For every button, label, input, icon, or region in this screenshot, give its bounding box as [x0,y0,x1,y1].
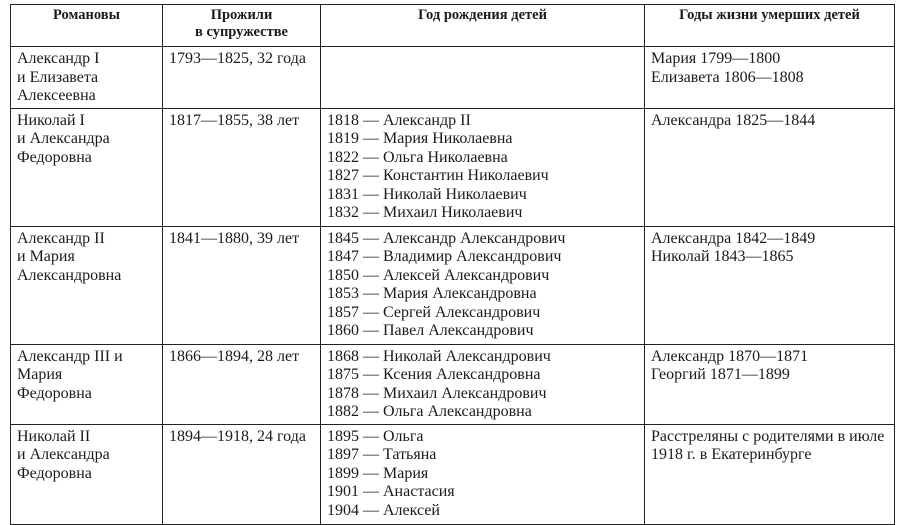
couple-cell [11,226,163,344]
header-romanovs: Романовы [11,5,163,47]
couple-line: и Александра [17,130,110,147]
child-entry: 1853 — Мария Александровна [327,285,537,302]
couple-line: Николай II [17,427,91,445]
marriage-cell: 1817—1855, 38 лет [163,108,321,226]
child-entry: 1819 — Мария Николаевна [327,130,513,147]
marriage-cell: 1866—1894, 28 лет [163,344,321,424]
child-entry: 1822 — Ольга Николаевна [327,148,508,166]
header-row [11,5,895,47]
children-cell [321,108,645,226]
header-marriage-line2: в супружестве [195,24,288,40]
child-entry: 1850 — Алексей Александрович [327,266,550,284]
child-entry: 1827 — Константин Николаевич [327,167,549,184]
table-row [11,226,895,344]
marriage-cell: 1793—1825, 32 года [163,47,321,109]
deceased-entry: Елизавета 1806—1808 [651,68,804,86]
couple-cell [11,47,163,109]
deceased-cell [645,424,895,524]
couple-line: и Александра [17,446,110,463]
child-entry: 1857 — Сергей Александрович [327,303,541,321]
romanov-family-table [10,4,895,525]
child-entry: 1845 — Александр Александрович [327,229,566,247]
child-entry: 1832 — Михаил Николаевич [327,204,523,221]
child-entry: 1818 — Александр II [327,111,471,129]
couple-cell [11,424,163,524]
child-entry: 1868 — Николай Александрович [327,347,551,365]
table-header [11,5,895,47]
children-cell [321,226,645,344]
child-entry: 1897 — Татьяна [327,446,437,463]
table-row [11,344,895,424]
deceased-entry: Александра 1825—1844 [651,111,816,129]
deceased-entry: Мария 1799—1800 [651,50,781,67]
couple-line: и Мария [17,248,75,265]
deceased-entry: Расстреляны с родителями в июле 1918 г. в Екатеринбурге [651,427,885,463]
header-deceased-children: Годы жизни умерших детей [645,5,895,47]
table-row [11,47,895,109]
child-entry: 1875 — Ксения Александровна [327,366,541,383]
deceased-cell [645,344,895,424]
child-entry: 1904 — Алексей [327,501,440,519]
child-entry: 1860 — Павел Александрович [327,322,534,339]
children-cell [321,424,645,524]
couple-line: Федоровна [17,464,92,482]
table-row [11,108,895,226]
deceased-cell [645,108,895,226]
couple-cell [11,344,163,424]
couple-line: Федоровна [17,384,92,402]
couple-line: Федоровна [17,148,92,166]
couple-line: Александр I [17,50,100,67]
couple-line: Александр III и [17,347,123,365]
marriage-cell: 1841—1880, 39 лет [163,226,321,344]
deceased-entry: Николай 1843—1865 [651,248,794,265]
couple-line: Александр II [17,229,105,247]
child-entry: 1847 — Владимир Александрович [327,248,562,265]
couple-line: Мария [17,366,63,383]
child-entry: 1901 — Анастасия [327,483,455,500]
couple-line: Алексеевна [17,87,96,104]
couple-line: Николай I [17,111,85,129]
table-row [11,424,895,524]
deceased-entry: Александр 1870—1871 [651,347,809,365]
children-cell [321,47,645,109]
couple-line: Александровна [17,266,122,284]
header-children-birth-years: Год рождения детей [321,5,645,47]
child-entry: 1878 — Михаил Александрович [327,384,547,402]
couple-cell [11,108,163,226]
child-entry: 1899 — Мария [327,464,429,482]
table-body [11,47,895,525]
children-cell [321,344,645,424]
deceased-cell [645,47,895,109]
deceased-entry: Александра 1842—1849 [651,229,816,247]
child-entry: 1882 — Ольга Александровна [327,403,532,420]
child-entry: 1831 — Николай Николаевич [327,185,527,203]
header-marriage-years [163,5,321,47]
couple-line: и Елизавета [17,68,99,86]
deceased-cell [645,226,895,344]
header-marriage-line1: Прожили [210,7,273,23]
marriage-cell: 1894—1918, 24 года [163,424,321,524]
child-entry: 1895 — Ольга [327,427,424,445]
deceased-entry: Георгий 1871—1899 [651,366,790,383]
